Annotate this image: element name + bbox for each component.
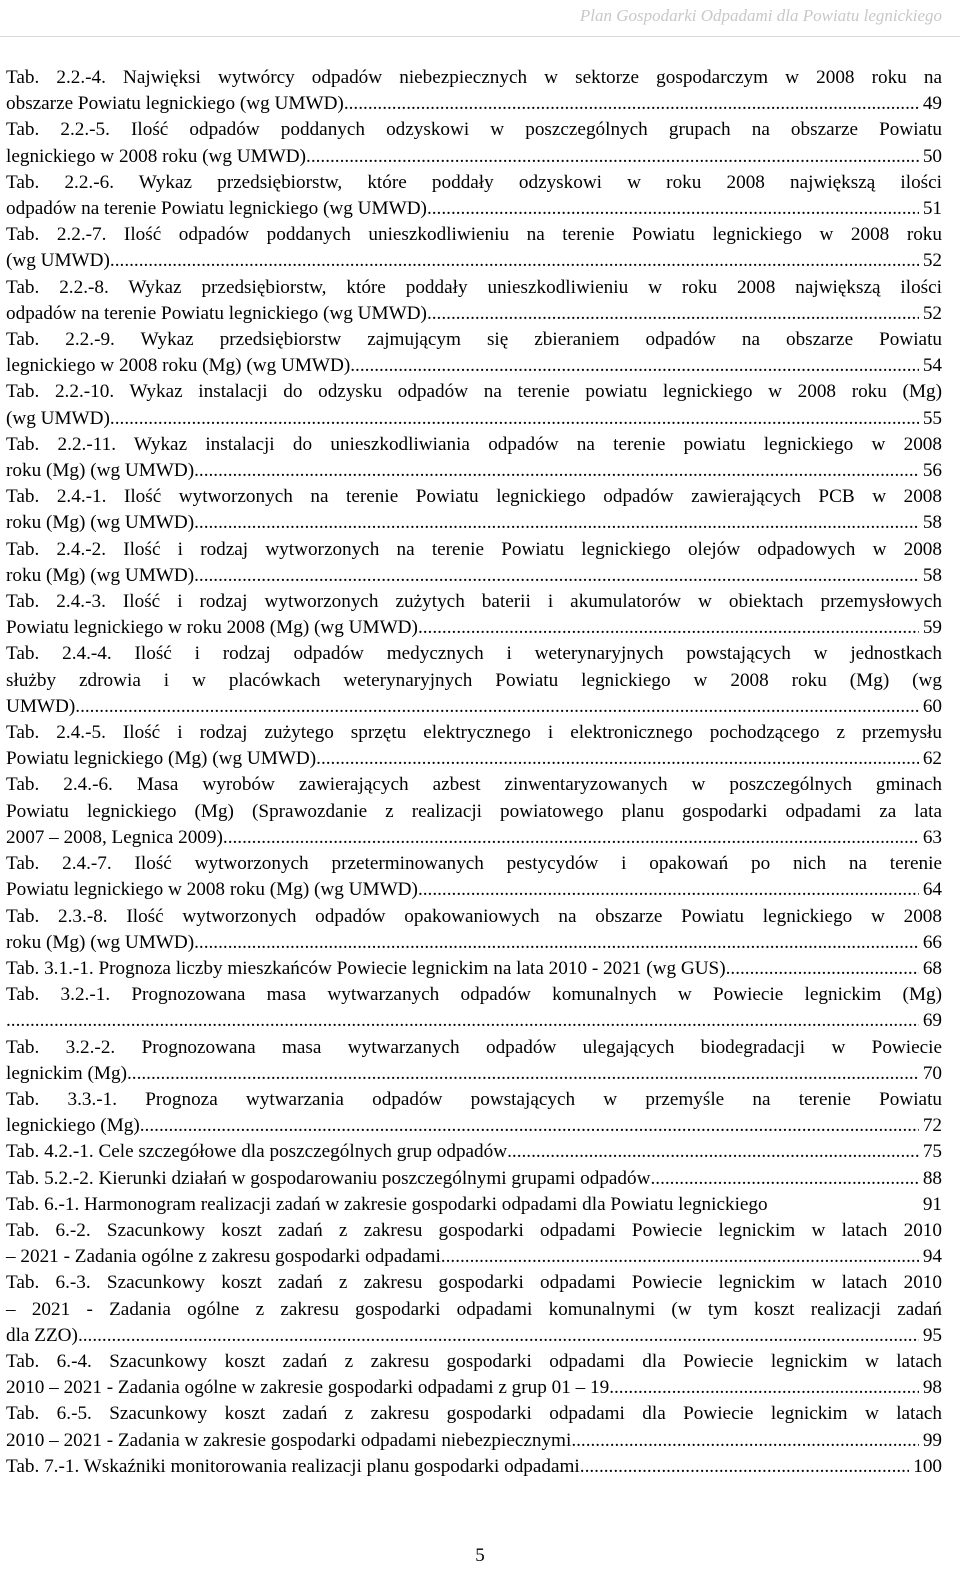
toc-entry-text: (wg UMWD) [6, 250, 110, 272]
running-header: Plan Gospodarki Odpadami dla Powiatu legnickiego [579, 6, 942, 25]
toc-page-number: 100 [913, 1455, 942, 1477]
toc-entry-text: Tab. 4.2.-1. Cele szczegółowe dla poszczególnych grup odpadów [6, 1141, 508, 1163]
toc-page-number: 51 [922, 198, 942, 220]
toc-entry-last-line [6, 301, 942, 327]
toc-entry[interactable] [6, 222, 942, 274]
toc-entry-last-line [6, 406, 942, 432]
toc-entry-last-line [6, 248, 942, 274]
dot-leader [110, 248, 919, 274]
toc-entry-text: – 2021 - Zadania ogólne z zakresu gospodarki odpadami [6, 1246, 441, 1268]
toc-page-number: 52 [922, 250, 942, 272]
toc-page-number: 63 [922, 826, 942, 848]
toc-entry[interactable] [6, 1139, 942, 1165]
toc-entry-last-line [6, 930, 942, 956]
toc-entry-text: Tab. 7.-1. Wskaźniki monitorowania realizacji planu gospodarki odpadami [6, 1455, 580, 1477]
dot-leader [306, 144, 919, 170]
toc-entry[interactable] [6, 1218, 942, 1270]
dot-leader [427, 196, 919, 222]
toc-entry[interactable] [6, 1401, 942, 1453]
toc-page-number: 54 [922, 355, 942, 377]
toc-page-number: 58 [922, 512, 942, 534]
toc-entry-text-line: Tab. 3.2.-2. Prognozowana masa wytwarzanych odpadów ulegających biodegradacji w Powiecie [6, 1036, 942, 1058]
toc-entry-last-line [6, 458, 942, 484]
toc-entry-last-line [6, 1008, 942, 1034]
toc-page-number: 55 [922, 407, 942, 429]
toc-entry-text-line: Tab. 6.-5. Szacunkowy koszt zadań z zakresu gospodarki odpadami dla Powiecie legnickim w latach [6, 1403, 942, 1425]
toc-entry-text-line: Tab. 2.2.-11. Wykaz instalacji do unieszkodliwiania odpadów na terenie powiatu legnickiego w 2008 [6, 433, 942, 455]
dot-leader [650, 1166, 918, 1192]
dot-leader [6, 1008, 919, 1034]
dot-leader [75, 694, 919, 720]
toc-entry[interactable] [6, 379, 942, 431]
toc-entry[interactable] [6, 432, 942, 484]
header-divider [0, 36, 960, 37]
dot-leader [194, 458, 919, 484]
toc-page-number: 94 [922, 1246, 942, 1268]
toc-entry-text: 2007 – 2008, Legnica 2009) [6, 826, 223, 848]
toc-entry-last-line [6, 956, 942, 982]
toc-page-number: 91 [922, 1193, 942, 1215]
toc-entry-last-line [6, 563, 942, 589]
dot-leader [194, 510, 919, 536]
toc-entry-text-line: Tab. 2.2.-4. Najwięksi wytwórcy odpadów niebezpiecznych w sektorze gospodarczym w 2008 roku na [6, 67, 942, 88]
dot-leader [726, 956, 919, 982]
toc-entry-last-line [6, 1166, 942, 1192]
toc-entry-text: roku (Mg) (wg UMWD) [6, 512, 195, 534]
toc-entry-last-line [6, 746, 942, 772]
toc-page-number: 88 [922, 1167, 942, 1189]
dot-leader [194, 563, 919, 589]
toc-entry-text-line: Tab. 2.4.-4. Ilość i rodzaj odpadów medycznych i weterynaryjnych powstających w jednostkach [6, 643, 942, 665]
toc-page-number: 60 [922, 695, 942, 717]
toc-entry-text-line: Tab. 2.2.-5. Ilość odpadów poddanych odzyskowi w poszczególnych grupach na obszarze Powiatu [6, 119, 942, 141]
toc-entry-text-line: Tab. 2.3.-8. Ilość wytworzonych odpadów opakowaniowych na obszarze Powiatu legnickiego w 2008 [6, 905, 942, 927]
toc-page-number: 62 [922, 748, 942, 770]
toc-entry-text: 2010 – 2021 - Zadania ogólne w zakresie gospodarki odpadami z grup 01 – 19 [6, 1377, 610, 1399]
toc-entry-last-line [6, 1323, 942, 1349]
toc-entry-last-line [6, 825, 942, 851]
toc-entry[interactable] [6, 65, 942, 117]
toc-entry-text: (wg UMWD) [6, 407, 110, 429]
toc-entry-last-line [6, 1139, 942, 1165]
toc-entry-text: legnickim (Mg) [6, 1062, 127, 1084]
toc-entry[interactable] [6, 720, 942, 772]
toc-page-number: 49 [922, 93, 942, 115]
toc-page-number: 52 [922, 302, 942, 324]
toc-entry-text: legnickiego w 2008 roku (Mg) (wg UMWD) [6, 355, 351, 377]
toc-entry-last-line [6, 1454, 942, 1480]
dot-leader [571, 1428, 919, 1454]
toc-entry-text: Powiatu legnickiego w roku 2008 (Mg) (wg UMWD) [6, 617, 418, 639]
toc-entry-text-line: – 2021 - Zadania ogólne z zakresu gospodarki odpadami komunalnymi (w tym koszt realizacji zadań [6, 1298, 942, 1320]
toc-entry[interactable] [6, 1454, 942, 1480]
toc-entry-last-line [6, 91, 942, 117]
toc-entry-text: Powiatu legnickiego (Mg) (wg UMWD) [6, 748, 317, 770]
toc-entry-text-line: służby zdrowia i w placówkach weterynaryjnych Powiatu legnickiego w 2008 roku (Mg) (wg [6, 669, 942, 691]
toc-entry-text: Tab. 6.-1. Harmonogram realizacji zadań w zakresie gospodarki odpadami dla Powiatu legnickiego [6, 1193, 768, 1215]
toc-entry-text: obszarze Powiatu legnickiego (wg UMWD) [6, 93, 344, 115]
toc-entry-text-line: Tab. 2.2.-10. Wykaz instalacji do odzysku odpadów na terenie powiatu legnickiego w 2008 roku (Mg) [6, 381, 942, 403]
dot-leader [223, 825, 919, 851]
toc-entry[interactable] [6, 1087, 942, 1139]
toc-entry-text: legnickiego (Mg) [6, 1115, 140, 1137]
toc-page-number: 64 [922, 879, 942, 901]
toc-entry[interactable] [6, 956, 942, 982]
dot-leader [609, 1375, 919, 1401]
toc-entry-text: odpadów na terenie Powiatu legnickiego (wg UMWD) [6, 302, 427, 324]
toc-entry-text-line: Tab. 2.2.-8. Wykaz przedsiębiorstw, które poddały unieszkodliwieniu w roku 2008 największą ilości [6, 276, 942, 298]
toc-entry-text: dla ZZO) [6, 1324, 78, 1346]
toc-entry-text: 2010 – 2021 - Zadania w zakresie gospodarki odpadami niebezpiecznymi [6, 1429, 572, 1451]
toc-entry-last-line [6, 1244, 942, 1270]
toc-entry-text: roku (Mg) (wg UMWD) [6, 564, 195, 586]
toc-entry[interactable] [6, 1270, 942, 1349]
toc-page-number: 68 [922, 957, 942, 979]
toc-page-number: 99 [922, 1429, 942, 1451]
toc-entry-text-line: Tab. 3.2.-1. Prognozowana masa wytwarzanych odpadów komunalnych w Powiecie legnickim (Mg) [6, 984, 942, 1006]
dot-leader [110, 406, 919, 432]
toc-entry[interactable] [6, 1166, 942, 1192]
toc-page-number: 75 [922, 1141, 942, 1163]
toc-entry-text-line: Tab. 2.2.-7. Ilość odpadów poddanych unieszkodliwieniu na terenie Powiatu legnickiego w 2008 roku [6, 224, 942, 246]
toc-entry-text: UMWD) [6, 695, 76, 717]
toc-page-number: 58 [922, 564, 942, 586]
toc-page-number: 95 [922, 1324, 942, 1346]
dot-leader [427, 301, 919, 327]
dot-leader [140, 1113, 919, 1139]
toc-entry[interactable] [6, 1349, 942, 1401]
toc-entry-last-line [6, 1375, 942, 1401]
toc-entry-text: odpadów na terenie Powiatu legnickiego (wg UMWD) [6, 198, 427, 220]
toc-entry-text-line: Tab. 6.-3. Szacunkowy koszt zadań z zakresu gospodarki odpadami Powiecie legnickim w latach 2010 [6, 1272, 942, 1294]
toc-entry[interactable] [6, 589, 942, 641]
toc-entry-text-line: Tab. 6.-2. Szacunkowy koszt zadań z zakresu gospodarki odpadami Powiecie legnickim w latach 2010 [6, 1219, 942, 1241]
toc-entry-last-line [6, 1428, 942, 1454]
dot-leader [78, 1323, 919, 1349]
toc-entry-text: Tab. 5.2.-2. Kierunki działań w gospodarowaniu poszczególnymi grupami odpadów [6, 1167, 651, 1189]
toc-entry[interactable] [6, 1192, 942, 1218]
toc-entry-text-line: Tab. 2.4.-5. Ilość i rodzaj zużytego sprzętu elektrycznego i elektronicznego pochodzącego z przemysłu [6, 722, 942, 744]
toc-entry-text: Powiatu legnickiego w 2008 roku (Mg) (wg UMWD) [6, 879, 418, 901]
toc-entry-last-line [6, 1113, 942, 1139]
toc-entry-last-line [6, 353, 942, 379]
dot-leader [441, 1244, 919, 1270]
toc-entry-text-line: Tab. 6.-4. Szacunkowy koszt zadań z zakresu gospodarki odpadami dla Powiecie legnickim w latach [6, 1350, 942, 1372]
toc-entry[interactable] [6, 170, 942, 222]
toc-entry[interactable] [6, 537, 942, 589]
toc-entry-text-line: Tab. 2.2.-9. Wykaz przedsiębiorstw zajmującym się zbieraniem odpadów na obszarze Powiatu [6, 329, 942, 351]
dot-leader [194, 930, 919, 956]
toc-entry[interactable] [6, 641, 942, 720]
toc-page-number: 70 [922, 1062, 942, 1084]
dot-leader [350, 353, 919, 379]
toc-entry[interactable] [6, 484, 942, 536]
toc-page-number: 59 [922, 617, 942, 639]
toc-entry-last-line [6, 510, 942, 536]
dot-leader [316, 746, 919, 772]
toc-page-number: 50 [922, 145, 942, 167]
table-of-tables [6, 65, 942, 1480]
toc-page-number: 98 [922, 1377, 942, 1399]
toc-entry-text-line: Tab. 2.4.-6. Masa wyrobów zawierających azbest zinwentaryzowanych w poszczególnych gminach [6, 774, 942, 796]
toc-entry-last-line [6, 877, 942, 903]
toc-entry[interactable] [6, 327, 942, 379]
page-number: 5 [475, 1545, 485, 1566]
toc-entry-text: Tab. 3.1.-1. Prognoza liczby mieszkańców Powiecie legnickim na lata 2010 - 2021 (wg GUS) [6, 957, 726, 979]
toc-entry[interactable] [6, 275, 942, 327]
toc-entry-text: roku (Mg) (wg UMWD) [6, 460, 195, 482]
toc-entry[interactable] [6, 117, 942, 169]
toc-entry-last-line [6, 1192, 942, 1218]
dot-leader [127, 1061, 919, 1087]
dot-leader [344, 91, 919, 117]
toc-entry-last-line [6, 144, 942, 170]
toc-entry-text: roku (Mg) (wg UMWD) [6, 931, 195, 953]
toc-entry-text-line: Tab. 2.4.-3. Ilość i rodzaj wytworzonych zużytych baterii i akumulatorów w obiektach przemysłowych [6, 591, 942, 613]
toc-entry[interactable] [6, 851, 942, 903]
toc-entry[interactable] [6, 1035, 942, 1087]
toc-entry-last-line [6, 196, 942, 222]
toc-entry-last-line [6, 1061, 942, 1087]
toc-entry[interactable] [6, 772, 942, 851]
dot-leader [580, 1454, 909, 1480]
dot-leader [418, 615, 919, 641]
toc-entry-text-line: Tab. 2.4.-1. Ilość wytworzonych na terenie Powiatu legnickiego odpadów zawierających PCB w 2008 [6, 486, 942, 508]
toc-page-number: 69 [922, 1010, 942, 1032]
toc-entry-text-line: Tab. 2.4.-2. Ilość i rodzaj wytworzonych na terenie Powiatu legnickiego olejów odpadowych w 2008 [6, 538, 942, 560]
toc-entry[interactable] [6, 982, 942, 1034]
toc-entry[interactable] [6, 904, 942, 956]
toc-page-number: 66 [922, 931, 942, 953]
toc-entry-text-line: Tab. 2.2.-6. Wykaz przedsiębiorstw, które poddały odzyskowi w roku 2008 największą ilości [6, 171, 942, 193]
toc-entry-last-line [6, 694, 942, 720]
toc-entry-text-line: Powiatu legnickiego (Mg) (Sprawozdanie z realizacji powiatowego planu gospodarki odpadami za lata [6, 800, 942, 822]
dot-leader [507, 1139, 919, 1165]
toc-entry-last-line [6, 615, 942, 641]
toc-entry-text-line: Tab. 2.4.-7. Ilość wytworzonych przeterminowanych pestycydów i opakowań po nich na terenie [6, 853, 942, 875]
toc-page-number: 72 [922, 1115, 942, 1137]
toc-entry-text: legnickiego w 2008 roku (wg UMWD) [6, 145, 307, 167]
toc-entry-text-line: Tab. 3.3.-1. Prognoza wytwarzania odpadów powstających w przemyśle na terenie Powiatu [6, 1088, 942, 1110]
toc-page-number: 56 [922, 460, 942, 482]
dot-leader [418, 877, 919, 903]
